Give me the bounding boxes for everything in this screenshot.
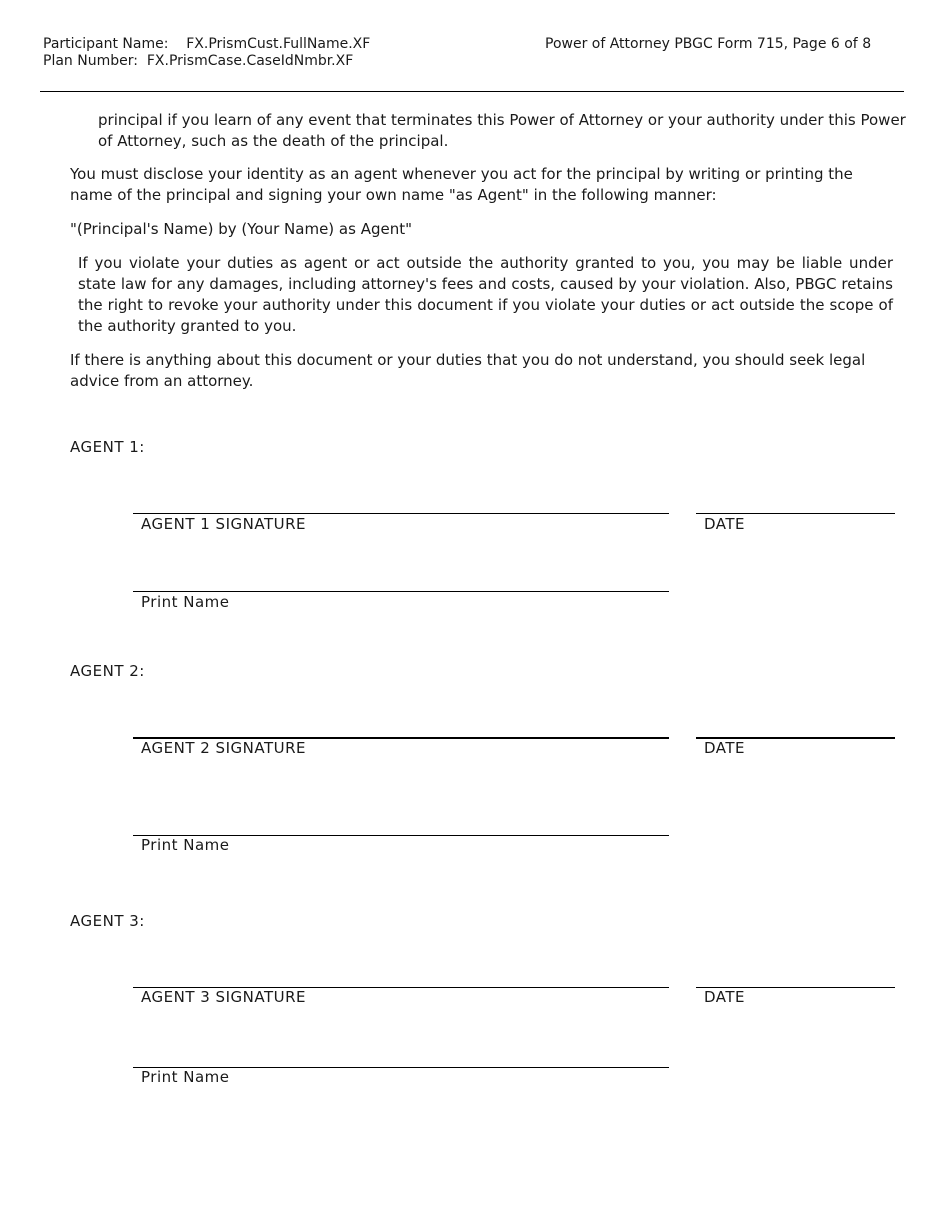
agent-1-date-label: DATE — [704, 515, 746, 533]
paragraph-termination-notice: principal if you learn of any event that terminates this Power of Attorney or your authority under this Power of Attorney, such as the death of the principal. — [98, 111, 906, 150]
agent-3-date-label: DATE — [704, 988, 746, 1006]
agent-3-signature-label: AGENT 3 SIGNATURE — [141, 988, 306, 1006]
plan-label: Plan Number: — [43, 53, 138, 69]
agent-1-heading: AGENT 1: — [70, 438, 145, 456]
form-title: Power of Attorney PBGC Form 715, Page 6 of 8 — [545, 36, 872, 52]
header-divider — [40, 91, 904, 92]
paragraph-signature-format: "(Principal's Name) by (Your Name) as Agent" — [70, 220, 413, 238]
participant-value: FX.PrismCust.FullName.XF — [186, 36, 371, 52]
plan-value: FX.PrismCase.CaseIdNmbr.XF — [146, 53, 354, 69]
participant-label: Participant Name: — [43, 36, 169, 52]
agent-1-print-name-label: Print Name — [141, 593, 230, 611]
agent-2-print-name-label: Print Name — [141, 836, 230, 854]
header-participant-info — [43, 36, 370, 70]
agent-3-heading: AGENT 3: — [70, 912, 145, 930]
agent-1-signature-label: AGENT 1 SIGNATURE — [141, 515, 306, 533]
paragraph-disclose-identity: You must disclose your identity as an agent whenever you act for the principal by writing or printing the name of the principal and signing your own name "as Agent" in the following manner: — [70, 165, 853, 204]
agent-3-print-name-label: Print Name — [141, 1068, 230, 1086]
agent-2-heading: AGENT 2: — [70, 662, 145, 680]
agent-2-date-label: DATE — [704, 739, 746, 757]
paragraph-legal-advice: If there is anything about this document or your duties that you do not understand, you should seek legal advice from an attorney. — [70, 351, 866, 390]
paragraph-liability: If you violate your duties as agent or act outside the authority granted to you, you may be liable under state law for any damages, including attorney's fees and costs, caused by your violation. Also, PBGC retains the right to revoke your authority under this document if you violate your duties or act outside the scope of the authority granted to you. — [78, 254, 893, 335]
agent-2-signature-label: AGENT 2 SIGNATURE — [141, 739, 306, 757]
